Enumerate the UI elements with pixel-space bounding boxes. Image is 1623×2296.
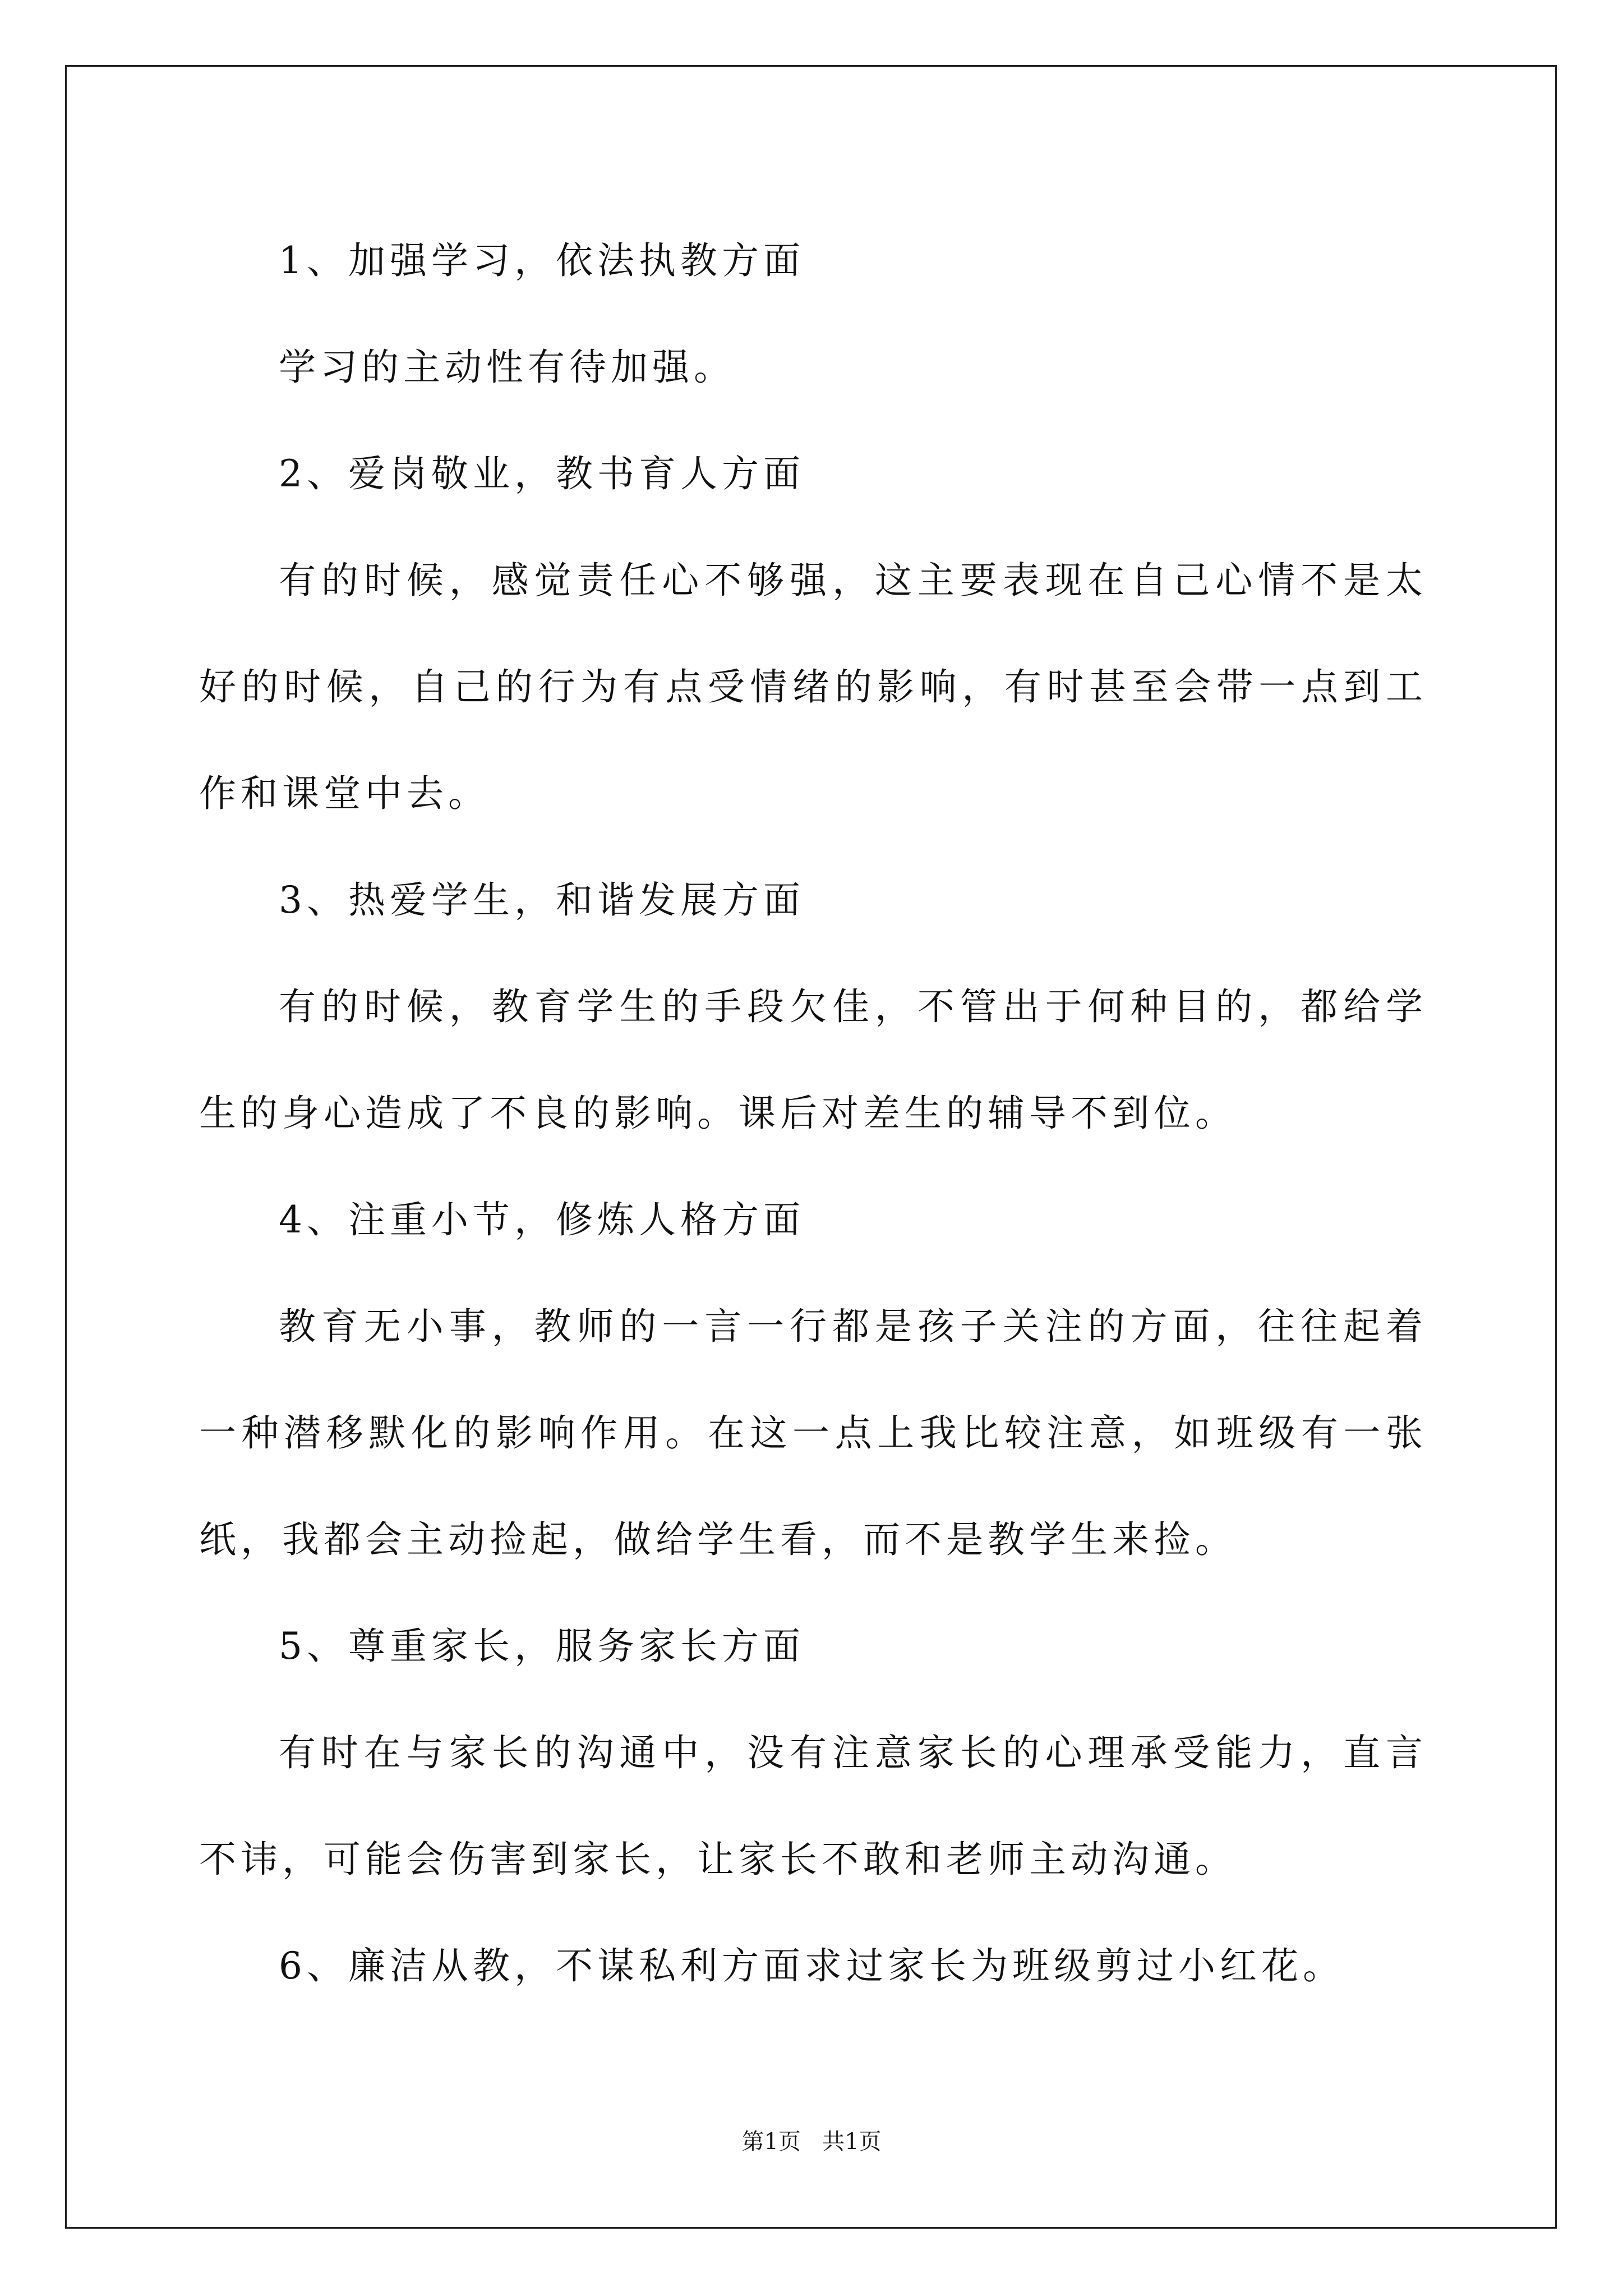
paragraph-10: 有时在与家长的沟通中，没有注意家长的心理承受能力，直言不讳，可能会伤害到家长，让家长不敢和老师主动沟通。 [199, 1731, 1427, 1881]
paragraph-6: 有的时候，教育学生的手段欠佳，不管出于何种目的，都给学生的身心造成了不良的影响。课后对差生的辅导不到位。 [199, 985, 1427, 1135]
paragraph-9: 5、尊重家长，服务家长方面 [279, 1625, 805, 1668]
paragraph-5: 3、热爱学生，和谐发展方面 [279, 878, 805, 922]
document-body [199, 208, 1427, 2019]
paragraph-11: 6、廉洁从教，不谋私利方面求过家长为班级剪过小红花。 [279, 1944, 1344, 1987]
paragraph-3: 2、爱岗敬业，教书育人方面 [279, 452, 805, 495]
paragraph-4: 有的时候，感觉责任心不够强，这主要表现在自己心情不是太好的时候，自己的行为有点受情绪的影响，有时甚至会带一点到工作和课堂中去。 [199, 559, 1427, 815]
page-number: 第1页 [741, 2129, 801, 2155]
page-total: 共1页 [822, 2129, 882, 2155]
page-footer [0, 2125, 1623, 2159]
paragraph-2: 学习的主动性有待加强。 [279, 346, 735, 389]
paragraph-8: 教育无小事，教师的一言一行都是孩子关注的方面，往往起着一种潜移默化的影响作用。在这一点上我比较注意，如班级有一张纸，我都会主动捡起，做给学生看，而不是教学生来捡。 [199, 1305, 1427, 1561]
paragraph-1: 1、加强学习，依法执教方面 [279, 239, 805, 282]
paragraph-7: 4、注重小节，修炼人格方面 [279, 1198, 805, 1241]
